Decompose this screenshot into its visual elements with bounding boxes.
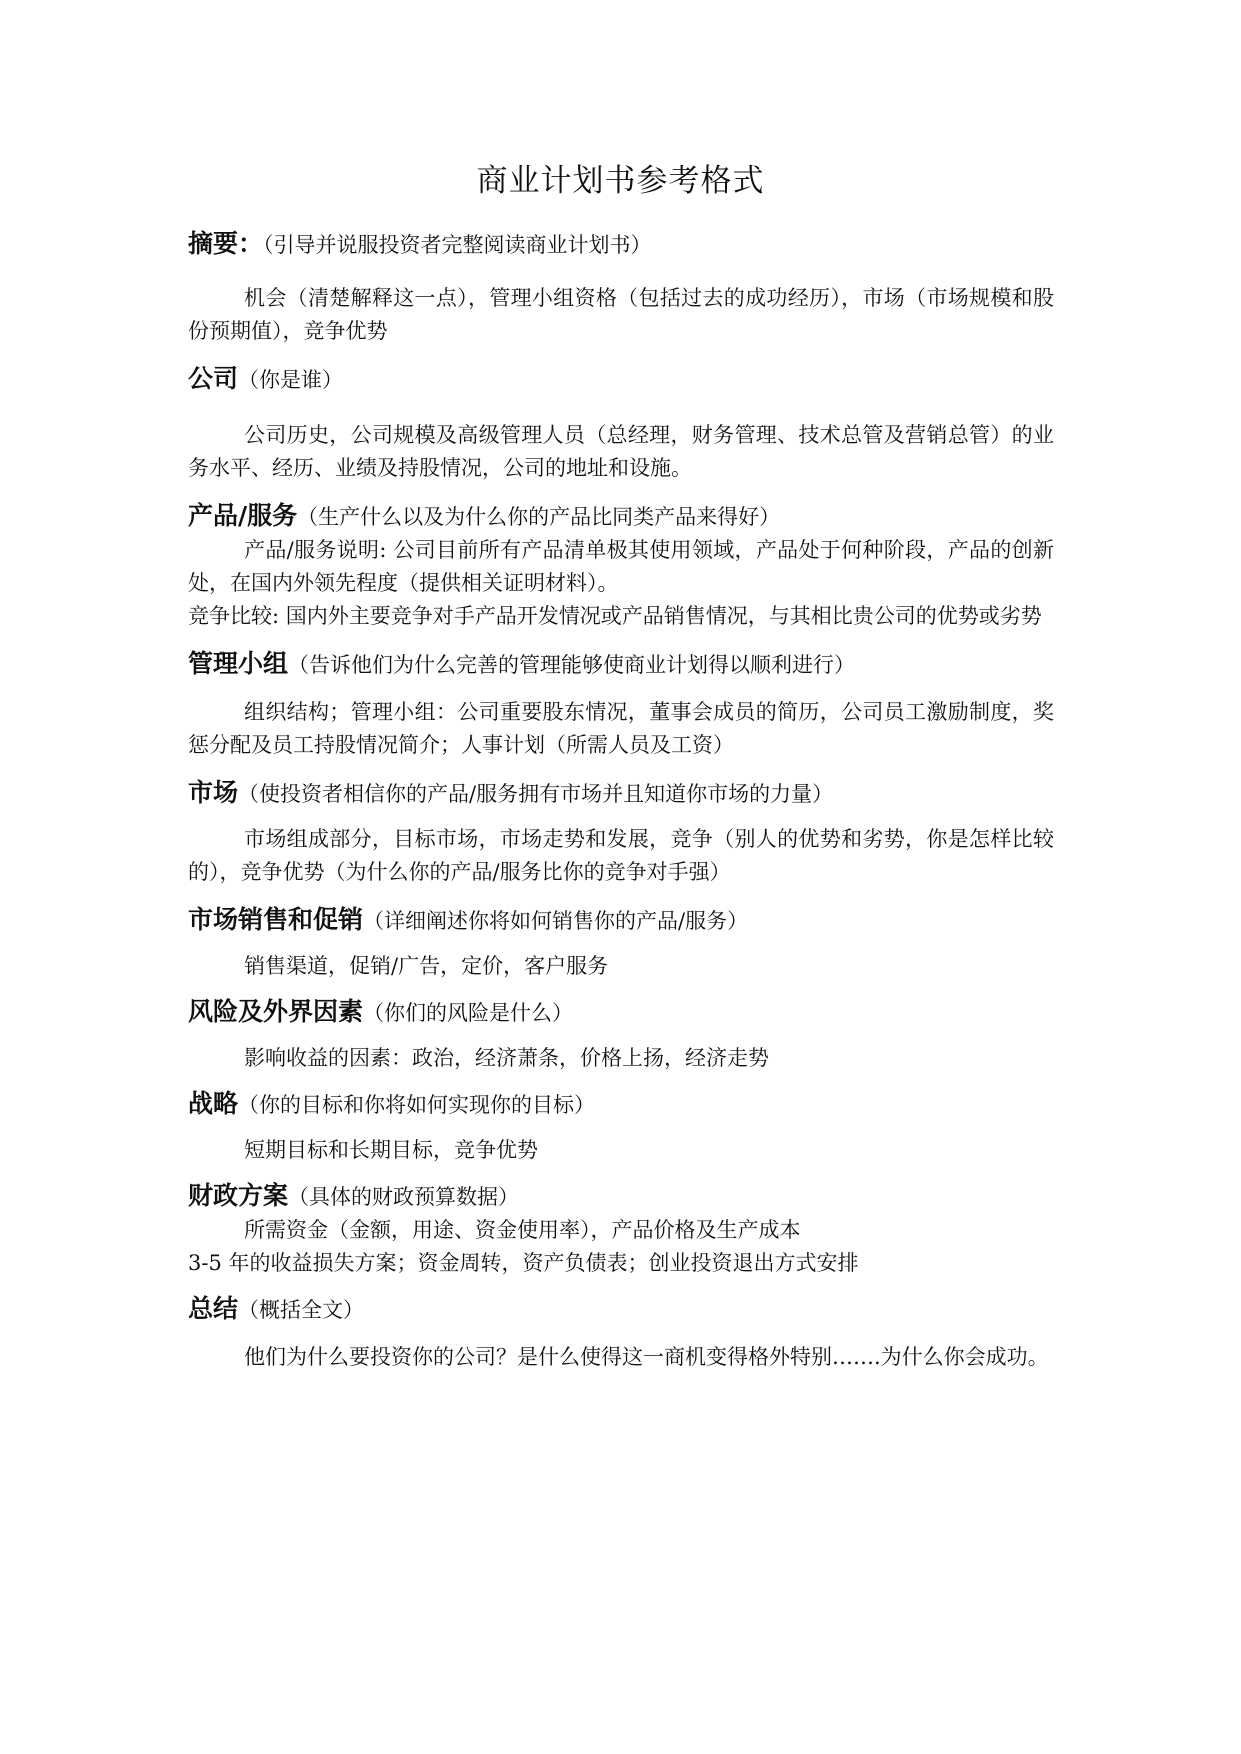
section-heading-note: （概括全文） — [238, 1298, 365, 1322]
section-heading-note: （具体的财政预算数据） — [288, 1185, 520, 1209]
section-paragraph: 短期目标和长期目标，竞争优势 — [244, 1138, 538, 1162]
section-heading — [188, 903, 1054, 938]
document-body — [188, 227, 1054, 1374]
section-heading-title: 摘要： — [188, 229, 264, 258]
section-heading — [188, 647, 1054, 682]
section-heading — [188, 776, 1054, 811]
section-heading-note: （引导并说服投资者完整阅读商业计划书） — [263, 233, 652, 257]
section-heading-note: （你是谁） — [238, 368, 344, 392]
section-paragraph: 市场组成部分，目标市场，市场走势和发展，竞争（别人的优势和劣势，你是怎样比较的），竞争优势（为什么你的产品/服务比你的竞争对手强） — [188, 827, 1054, 884]
section-heading-title: 公司 — [188, 364, 239, 393]
section-heading-title: 管理小组 — [188, 649, 289, 678]
section-paragraph: 所需资金（金额，用途、资金使用率），产品价格及生产成本 — [244, 1218, 801, 1242]
section-heading-note: （详细阐述你将如何销售你的产品/服务） — [363, 909, 749, 933]
section-heading — [188, 362, 1054, 397]
document-title: 商业计划书参考格式 — [476, 163, 765, 199]
section-product-service — [188, 499, 1054, 633]
section-heading-title: 财政方案 — [188, 1181, 289, 1210]
section-paragraph: 3-5 年的收益损失方案；资金周转，资产负债表；创业投资退出方式安排 — [188, 1251, 859, 1275]
section-heading-title: 市场销售和促销 — [188, 905, 364, 934]
section-summary — [188, 227, 1054, 348]
section-heading-note: （生产什么以及为什么你的产品比同类产品来得好） — [297, 505, 781, 529]
section-heading — [188, 499, 1054, 534]
section-heading — [188, 1179, 1054, 1214]
section-paragraph: 竞争比较: 国内外主要竞争对手产品开发情况或产品销售情况，与其相比贵公司的优势或劣势 — [188, 604, 1042, 628]
section-conclusion — [188, 1292, 1054, 1374]
section-risk-factors — [188, 995, 1054, 1075]
section-heading-note: （你们的风险是什么） — [363, 1001, 574, 1025]
section-heading-note: （你的目标和你将如何实现你的目标） — [238, 1093, 596, 1117]
section-paragraph: 他们为什么要投资你的公司？是什么使得这一商机变得格外特别…….为什么你会成功。 — [244, 1345, 1049, 1369]
section-financial-plan — [188, 1179, 1054, 1280]
section-heading-title: 市场 — [188, 778, 239, 807]
section-management-team — [188, 647, 1054, 762]
section-heading — [188, 1087, 1054, 1122]
section-heading — [188, 227, 1054, 262]
section-paragraph: 影响收益的因素：政治，经济萧条，价格上扬，经济走势 — [244, 1046, 769, 1070]
section-heading-note: （告诉他们为什么完善的管理能够使商业计划得以顺利进行） — [288, 653, 856, 677]
section-paragraph: 组织结构；管理小组：公司重要股东情况，董事会成员的简历，公司员工激励制度，奖惩分配及员工持股情况简介；人事计划（所需人员及工资） — [188, 700, 1054, 757]
section-paragraph: 销售渠道，促销/广告，定价，客户服务 — [244, 954, 609, 978]
section-paragraph: 公司历史，公司规模及高级管理人员（总经理，财务管理、技术总管及营销总管）的业务水平、经历、业绩及持股情况，公司的地址和设施。 — [188, 423, 1054, 480]
section-heading-title: 产品/服务 — [188, 501, 298, 530]
section-heading-title: 风险及外界因素 — [188, 997, 364, 1026]
section-heading-title: 总结 — [188, 1294, 239, 1323]
section-marketing-sales — [188, 903, 1054, 983]
section-strategy — [188, 1087, 1054, 1167]
section-heading — [188, 1292, 1054, 1327]
section-heading — [188, 995, 1054, 1030]
section-heading-note: （使投资者相信你的产品/服务拥有市场并且知道你市场的力量） — [238, 782, 834, 806]
section-company — [188, 362, 1054, 485]
section-paragraph: 产品/服务说明: 公司目前所有产品清单极其使用领域，产品处于何种阶段，产品的创新处，在国内外领先程度（提供相关证明材料）。 — [188, 538, 1054, 595]
section-heading-title: 战略 — [188, 1089, 239, 1118]
section-paragraph: 机会（清楚解释这一点），管理小组资格（包括过去的成功经历），市场（市场规模和股份预期值），竞争优势 — [188, 286, 1054, 343]
section-market — [188, 776, 1054, 889]
